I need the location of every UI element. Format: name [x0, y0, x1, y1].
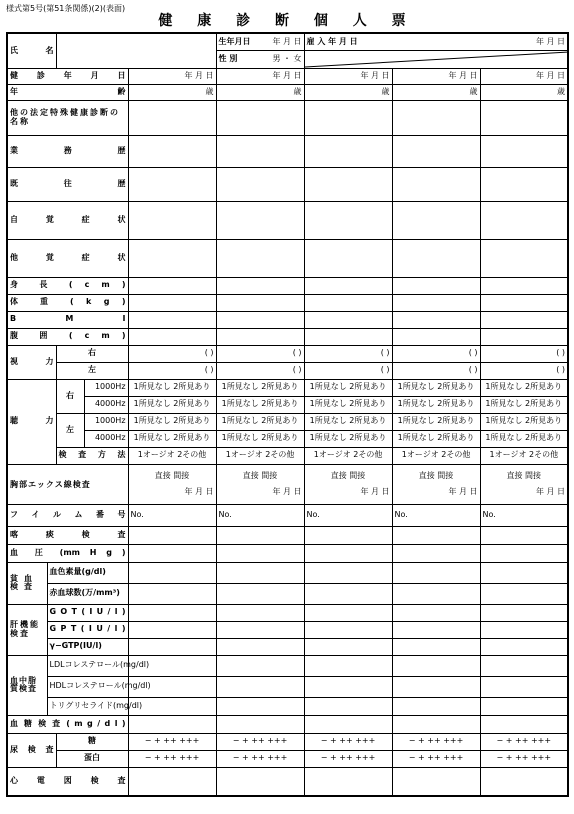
urine-sugar-row — [7, 733, 568, 750]
got-1[interactable] — [128, 604, 216, 621]
ecg-4[interactable] — [392, 767, 480, 796]
hearing-right-label: 右 — [56, 379, 84, 413]
height-3[interactable] — [304, 277, 392, 294]
hearing-left-1000-row — [7, 413, 568, 430]
name-field[interactable] — [56, 33, 216, 68]
rbc-2[interactable] — [216, 583, 304, 604]
bp-label: 血 圧 (mm H g ) — [7, 544, 128, 562]
hire-label: 雇 入 年 月 日 — [306, 36, 358, 46]
film-no-1[interactable]: No. — [128, 504, 216, 526]
hearing-left-4000-row — [7, 430, 568, 447]
urine-sugar-1[interactable]: − + ++ +++ — [128, 733, 216, 750]
ldl-4[interactable] — [392, 655, 480, 676]
ecg-5[interactable] — [480, 767, 568, 796]
got-row — [7, 604, 568, 621]
xray-options-4[interactable]: 直接 間接 — [418, 470, 454, 480]
anemia-label: 貧血検査 — [7, 562, 47, 604]
special-exam-1[interactable] — [128, 100, 216, 135]
vision-left-5[interactable]: ( ) — [480, 362, 568, 379]
hearing-l4000-3[interactable]: 1所見なし 2所見あり — [304, 430, 392, 447]
rbc-1[interactable] — [128, 583, 216, 604]
sputum-row — [7, 526, 568, 544]
exam-date-4[interactable]: 年 月 日 — [392, 68, 480, 84]
urine-sugar-3[interactable]: − + ++ +++ — [304, 733, 392, 750]
hearing-l1000-1[interactable]: 1所見なし 2所見あり — [128, 413, 216, 430]
bmi-1[interactable] — [128, 311, 216, 328]
glucose-label: 血 糖 検 査 ( m g / d l ) — [7, 715, 128, 733]
hearing-r4000-4[interactable]: 1所見なし 2所見あり — [392, 396, 480, 413]
special-exam-4[interactable] — [392, 100, 480, 135]
waist-4[interactable] — [392, 328, 480, 345]
birth-label: 生年月日 — [218, 36, 251, 46]
xray-5[interactable] — [480, 464, 568, 504]
past-history-label: 既 往 歴 — [7, 167, 128, 201]
liver-label: 肝機能検査 — [7, 604, 47, 655]
weight-5[interactable] — [480, 294, 568, 311]
hearing-r1000-3[interactable]: 1所見なし 2所見あり — [304, 379, 392, 396]
bp-4[interactable] — [392, 544, 480, 562]
exam-date-3[interactable]: 年 月 日 — [304, 68, 392, 84]
test-method-3[interactable]: 1オージオ 2その他 — [304, 447, 392, 464]
hearing-r4000-2[interactable]: 1所見なし 2所見あり — [216, 396, 304, 413]
hdl-label: HDLコレステロール(mg/dl) — [47, 676, 128, 697]
hearing-method-row — [7, 447, 568, 464]
glucose-1[interactable] — [128, 715, 216, 733]
lipid-label: 血中脂質検査 — [7, 655, 47, 715]
film-no-4[interactable]: No. — [392, 504, 480, 526]
got-4[interactable] — [392, 604, 480, 621]
form-id: 様式第5号(第51条関係)(2)(表面) — [6, 4, 126, 13]
film-no-2[interactable]: No. — [216, 504, 304, 526]
hemoglobin-5[interactable] — [480, 562, 568, 583]
ggtp-2[interactable] — [216, 638, 304, 655]
hearing-r1000-4[interactable]: 1所見なし 2所見あり — [392, 379, 480, 396]
bmi-5[interactable] — [480, 311, 568, 328]
vision-left-1[interactable]: ( ) — [128, 362, 216, 379]
special-exam-row — [7, 100, 568, 135]
birth-cell — [216, 33, 304, 50]
job-history-2[interactable] — [216, 135, 304, 167]
tg-row — [7, 697, 568, 715]
hemoglobin-label: 血色素量(g/dl) — [47, 562, 128, 583]
film-no-5[interactable]: No. — [480, 504, 568, 526]
test-method-1[interactable]: 1オージオ 2その他 — [128, 447, 216, 464]
urine-sugar-5[interactable]: − + ++ +++ — [480, 733, 568, 750]
special-exam-5[interactable] — [480, 100, 568, 135]
objective-row — [7, 239, 568, 277]
urine-protein-2[interactable]: − + ++ +++ — [216, 750, 304, 767]
urine-protein-1[interactable]: − + ++ +++ — [128, 750, 216, 767]
job-history-row — [7, 135, 568, 167]
hemoglobin-3[interactable] — [304, 562, 392, 583]
test-method-2[interactable]: 1オージオ 2その他 — [216, 447, 304, 464]
objective-5[interactable] — [480, 239, 568, 277]
ggtp-4[interactable] — [392, 638, 480, 655]
exam-date-row — [7, 68, 568, 84]
ecg-3[interactable] — [304, 767, 392, 796]
job-history-1[interactable] — [128, 135, 216, 167]
special-exam-3[interactable] — [304, 100, 392, 135]
bmi-label: B M I — [7, 311, 128, 328]
subjective-row — [7, 201, 568, 239]
age-2[interactable]: 歳 — [216, 84, 304, 100]
past-history-5[interactable] — [480, 167, 568, 201]
subjective-2[interactable] — [216, 201, 304, 239]
freq-1000-label: 1000Hz — [84, 379, 128, 396]
age-5[interactable]: 歳 — [480, 84, 568, 100]
height-label: 身 長 ( c m ) — [7, 277, 128, 294]
waist-2[interactable] — [216, 328, 304, 345]
special-exam-label: 他の法定特殊健康診断の名称 — [7, 100, 128, 135]
job-history-label: 業 務 歴 — [7, 135, 128, 167]
hearing-r1000-5[interactable]: 1所見なし 2所見あり — [480, 379, 568, 396]
weight-2[interactable] — [216, 294, 304, 311]
tg-3[interactable] — [304, 697, 392, 715]
sex-options[interactable]: 男 ・ 女 — [272, 53, 302, 63]
rbc-3[interactable] — [304, 583, 392, 604]
glucose-4[interactable] — [392, 715, 480, 733]
weight-1[interactable] — [128, 294, 216, 311]
subjective-1[interactable] — [128, 201, 216, 239]
hemoglobin-4[interactable] — [392, 562, 480, 583]
ecg-1[interactable] — [128, 767, 216, 796]
got-3[interactable] — [304, 604, 392, 621]
test-method-4[interactable]: 1オージオ 2その他 — [392, 447, 480, 464]
job-history-5[interactable] — [480, 135, 568, 167]
hearing-r4000-5[interactable]: 1所見なし 2所見あり — [480, 396, 568, 413]
ldl-label: LDLコレステロール(mg/dl) — [47, 655, 128, 676]
hearing-l4000-4[interactable]: 1所見なし 2所見あり — [392, 430, 480, 447]
hearing-r1000-2[interactable]: 1所見なし 2所見あり — [216, 379, 304, 396]
hearing-l4000-5[interactable]: 1所見なし 2所見あり — [480, 430, 568, 447]
film-no-label: フ イ ル ム 番 号 — [7, 504, 128, 526]
health-record-form — [6, 32, 569, 797]
gpt-3[interactable] — [304, 621, 392, 638]
hire-date-field[interactable]: 年 月 日 — [535, 36, 566, 46]
ldl-3[interactable] — [304, 655, 392, 676]
vision-label: 視 力 — [7, 345, 56, 379]
vision-right-label: 右 — [56, 345, 128, 362]
xray-label: 胸部エックス線検査 — [7, 464, 128, 504]
glucose-2[interactable] — [216, 715, 304, 733]
hemoglobin-1[interactable] — [128, 562, 216, 583]
ldl-row — [7, 655, 568, 676]
waist-1[interactable] — [128, 328, 216, 345]
vision-right-4[interactable]: ( ) — [392, 345, 480, 362]
hearing-r4000-3[interactable]: 1所見なし 2所見あり — [304, 396, 392, 413]
exam-date-2[interactable]: 年 月 日 — [216, 68, 304, 84]
hearing-right-1000-row — [7, 379, 568, 396]
hearing-r4000-1[interactable]: 1所見なし 2所見あり — [128, 396, 216, 413]
weight-label: 体 重 ( k g ) — [7, 294, 128, 311]
got-5[interactable] — [480, 604, 568, 621]
past-history-2[interactable] — [216, 167, 304, 201]
objective-1[interactable] — [128, 239, 216, 277]
vision-right-5[interactable]: ( ) — [480, 345, 568, 362]
film-no-3[interactable]: No. — [304, 504, 392, 526]
urine-protein-label: 蛋白 — [56, 750, 128, 767]
rbc-4[interactable] — [392, 583, 480, 604]
urine-sugar-label: 糖 — [56, 733, 128, 750]
bp-5[interactable] — [480, 544, 568, 562]
sputum-2[interactable] — [216, 526, 304, 544]
gpt-label: G P T ( I U / l ) — [47, 621, 128, 638]
hdl-2[interactable] — [216, 676, 304, 697]
age-row — [7, 84, 568, 100]
past-history-1[interactable] — [128, 167, 216, 201]
hearing-right-4000-row — [7, 396, 568, 413]
hearing-l1000-2[interactable]: 1所見なし 2所見あり — [216, 413, 304, 430]
objective-4[interactable] — [392, 239, 480, 277]
sputum-label: 喀 痰 検 査 — [7, 526, 128, 544]
film-row — [7, 504, 568, 526]
bmi-4[interactable] — [392, 311, 480, 328]
hearing-left-label: 左 — [56, 413, 84, 447]
urine-protein-row — [7, 750, 568, 767]
vision-left-label: 左 — [56, 362, 128, 379]
past-history-3[interactable] — [304, 167, 392, 201]
xray-3[interactable] — [304, 464, 392, 504]
urine-protein-3[interactable]: − + ++ +++ — [304, 750, 392, 767]
hdl-row — [7, 676, 568, 697]
hearing-l4000-2[interactable]: 1所見なし 2所見あり — [216, 430, 304, 447]
sex-label: 性 別 — [218, 53, 238, 63]
bp-2[interactable] — [216, 544, 304, 562]
glucose-3[interactable] — [304, 715, 392, 733]
bp-row — [7, 544, 568, 562]
sputum-3[interactable] — [304, 526, 392, 544]
sex-cell — [216, 50, 304, 68]
freq-4000-label-left: 4000Hz — [84, 430, 128, 447]
exam-date-label: 健 診 年 月 日 — [7, 68, 128, 84]
vision-left-row — [7, 362, 568, 379]
urine-protein-4[interactable]: − + ++ +++ — [392, 750, 480, 767]
objective-3[interactable] — [304, 239, 392, 277]
xray-4[interactable] — [392, 464, 480, 504]
hdl-5[interactable] — [480, 676, 568, 697]
ecg-row — [7, 767, 568, 796]
tg-label: トリグリセライド(mg/dl) — [47, 697, 128, 715]
objective-2[interactable] — [216, 239, 304, 277]
ggtp-label: γ−GTP(IU/l) — [47, 638, 128, 655]
got-2[interactable] — [216, 604, 304, 621]
ecg-label: 心 電 図 検 査 — [7, 767, 128, 796]
weight-row — [7, 294, 568, 311]
vision-right-2[interactable]: ( ) — [216, 345, 304, 362]
subjective-4[interactable] — [392, 201, 480, 239]
vision-left-4[interactable]: ( ) — [392, 362, 480, 379]
freq-4000-label: 4000Hz — [84, 396, 128, 413]
waist-row — [7, 328, 568, 345]
bp-3[interactable] — [304, 544, 392, 562]
waist-label: 腹 囲 ( c m ) — [7, 328, 128, 345]
got-label: G O T ( I U / l ) — [47, 604, 128, 621]
bp-1[interactable] — [128, 544, 216, 562]
subjective-3[interactable] — [304, 201, 392, 239]
blank-diagonal-cell — [304, 50, 568, 68]
height-row — [7, 277, 568, 294]
gpt-row — [7, 621, 568, 638]
subjective-label: 自 覚 症 状 — [7, 201, 128, 239]
bmi-row — [7, 311, 568, 328]
hearing-l1000-4[interactable]: 1所見なし 2所見あり — [392, 413, 480, 430]
rbc-5[interactable] — [480, 583, 568, 604]
vision-right-3[interactable]: ( ) — [304, 345, 392, 362]
hdl-4[interactable] — [392, 676, 480, 697]
hemoglobin-row — [7, 562, 568, 583]
special-exam-2[interactable] — [216, 100, 304, 135]
exam-date-5[interactable]: 年 月 日 — [480, 68, 568, 84]
xray-date-2[interactable]: 年 月 日 — [272, 487, 302, 496]
waist-5[interactable] — [480, 328, 568, 345]
urine-sugar-2[interactable]: − + ++ +++ — [216, 733, 304, 750]
hire-cell — [304, 33, 568, 50]
xray-2[interactable] — [216, 464, 304, 504]
ggtp-1[interactable] — [128, 638, 216, 655]
tg-2[interactable] — [216, 697, 304, 715]
bmi-2[interactable] — [216, 311, 304, 328]
past-history-row — [7, 167, 568, 201]
name-label: 氏 名 — [7, 33, 56, 68]
past-history-4[interactable] — [392, 167, 480, 201]
xray-options-5[interactable]: 直接 間接 — [506, 470, 542, 480]
sputum-5[interactable] — [480, 526, 568, 544]
urine-protein-5[interactable]: − + ++ +++ — [480, 750, 568, 767]
hdl-3[interactable] — [304, 676, 392, 697]
gpt-5[interactable] — [480, 621, 568, 638]
vision-right-1[interactable]: ( ) — [128, 345, 216, 362]
xray-row — [7, 464, 568, 504]
vision-right-row — [7, 345, 568, 362]
page-title: 健 康 診 断 個 人 票 — [158, 13, 416, 29]
gpt-4[interactable] — [392, 621, 480, 638]
birth-date-field[interactable]: 年 月 日 — [272, 36, 302, 46]
height-5[interactable] — [480, 277, 568, 294]
bmi-3[interactable] — [304, 311, 392, 328]
job-history-4[interactable] — [392, 135, 480, 167]
ldl-2[interactable] — [216, 655, 304, 676]
tg-4[interactable] — [392, 697, 480, 715]
freq-1000-label-left: 1000Hz — [84, 413, 128, 430]
height-1[interactable] — [128, 277, 216, 294]
age-3[interactable]: 歳 — [304, 84, 392, 100]
diagonal-line — [305, 51, 569, 68]
rbc-row — [7, 583, 568, 604]
glucose-5[interactable] — [480, 715, 568, 733]
tg-5[interactable] — [480, 697, 568, 715]
hemoglobin-2[interactable] — [216, 562, 304, 583]
gpt-1[interactable] — [128, 621, 216, 638]
height-2[interactable] — [216, 277, 304, 294]
xray-1[interactable] — [128, 464, 216, 504]
age-label: 年 齢 — [7, 84, 128, 100]
ggtp-3[interactable] — [304, 638, 392, 655]
rbc-label: 赤血球数(万/mm³) — [47, 583, 128, 604]
sputum-1[interactable] — [128, 526, 216, 544]
ecg-2[interactable] — [216, 767, 304, 796]
sputum-4[interactable] — [392, 526, 480, 544]
xray-options-1[interactable]: 直接 間接 — [154, 470, 190, 480]
name-row-1 — [7, 33, 568, 50]
age-4[interactable]: 歳 — [392, 84, 480, 100]
hearing-l1000-3[interactable]: 1所見なし 2所見あり — [304, 413, 392, 430]
subjective-5[interactable] — [480, 201, 568, 239]
job-history-3[interactable] — [304, 135, 392, 167]
weight-4[interactable] — [392, 294, 480, 311]
weight-3[interactable] — [304, 294, 392, 311]
xray-date-3[interactable]: 年 月 日 — [360, 487, 390, 496]
objective-label: 他 覚 症 状 — [7, 239, 128, 277]
glucose-row — [7, 715, 568, 733]
test-method-label: 検 査 方 法 — [56, 447, 128, 464]
xray-options-2[interactable]: 直接 間接 — [242, 470, 278, 480]
vision-left-2[interactable]: ( ) — [216, 362, 304, 379]
hearing-l1000-5[interactable]: 1所見なし 2所見あり — [480, 413, 568, 430]
ggtp-5[interactable] — [480, 638, 568, 655]
xray-date-1[interactable]: 年 月 日 — [184, 487, 214, 496]
ggtp-row — [7, 638, 568, 655]
xray-date-5[interactable]: 年 月 日 — [535, 487, 566, 496]
exam-date-1[interactable]: 年 月 日 — [128, 68, 216, 84]
hearing-l4000-1[interactable]: 1所見なし 2所見あり — [128, 430, 216, 447]
age-1[interactable]: 歳 — [128, 84, 216, 100]
hearing-label: 聴 力 — [7, 379, 56, 464]
height-4[interactable] — [392, 277, 480, 294]
hearing-r1000-1[interactable]: 1所見なし 2所見あり — [128, 379, 216, 396]
urine-label: 尿 検 査 — [7, 733, 56, 767]
test-method-5[interactable]: 1オージオ 2その他 — [480, 447, 568, 464]
gpt-2[interactable] — [216, 621, 304, 638]
xray-options-3[interactable]: 直接 間接 — [330, 470, 366, 480]
ldl-5[interactable] — [480, 655, 568, 676]
vision-left-3[interactable]: ( ) — [304, 362, 392, 379]
waist-3[interactable] — [304, 328, 392, 345]
xray-date-4[interactable]: 年 月 日 — [448, 487, 478, 496]
urine-sugar-4[interactable]: − + ++ +++ — [392, 733, 480, 750]
